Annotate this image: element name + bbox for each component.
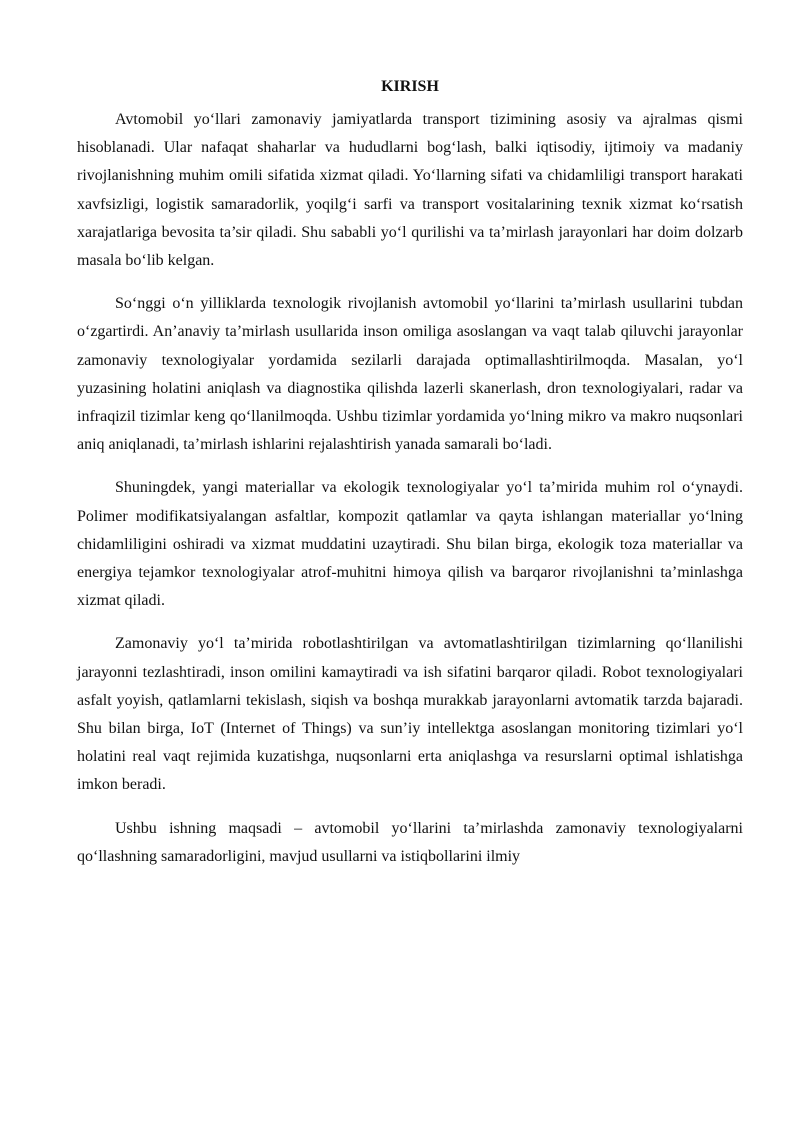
paragraph-3: Shuningdek, yangi materiallar va ekologik texnologiyalar yo‘l ta’mirida muhim rol o‘ynaydi. Polimer modifikatsiyalangan asfaltlar, kompozit qatlamlar va qayta ishlangan materiallar yo‘lning chidamliligini oshiradi va xizmat muddatini uzaytiradi. Shu bilan birga, ekologik toza materiallar va energiya tejamkor texnologiyalar atrof-muhitni himoya qilish va barqaror rivojlanishni ta’minlashga xizmat qiladi. (77, 479, 743, 610)
paragraph-5: Ushbu ishning maqsadi – avtomobil yo‘llarini ta’mirlashda zamonaviy texnologiyalarni qo‘llashning samaradorligini, mavjud usullarni va istiqbollarini ilmiy (77, 819, 743, 865)
paragraph-1: Avtomobil yo‘llari zamonaviy jamiyatlarda transport tizimining asosiy va ajralmas qismi hisoblanadi. Ular nafaqat shaharlar va hududlarni bog‘lash, balki iqtisodiy, ijtimoiy va madaniy rivojlanishning muhim omili sifatida xizmat qiladi. Yo‘llarning sifati va chidamliligi transport harakati xavfsizligi, logistik samaradorlik, yoqilg‘i sarfi va transport vositalarining texnik xizmat ko‘rsatish xarajatlariga bevosita ta’sir qiladi. Shu sababli yo‘l qurilishi va ta’mirlash jarayonlari har doim dolzarb masala bo‘lib kelgan. (77, 111, 743, 270)
page-title: KIRISH (381, 78, 439, 95)
paragraph-2: So‘nggi o‘n yilliklarda texnologik rivojlanish avtomobil yo‘llarini ta’mirlash usullarini tubdan o‘zgartirdi. An’anaviy ta’mirlash usullarida inson omiliga asoslangan va vaqt talab qiluvchi jarayonlar zamonaviy texnologiyalar yordamida sezilarli darajada optimallashtirilmoqda. Masalan, yo‘l yuzasining holatini aniqlash va diagnostika qilishda lazerli skanerlash, dron texnologiyalari, radar va infraqizil tizimlar keng qo‘llanilmoqda. Ushbu tizimlar yordamida yo‘lning mikro va makro nuqsonlari aniq aniqlanadi, ta’mirlash ishlarini rejalashtirish yanada samarali bo‘ladi. (77, 295, 743, 454)
paragraph-4: Zamonaviy yo‘l ta’mirida robotlashtirilgan va avtomatlashtirilgan tizimlarning qo‘llanilishi jarayonni tezlashtiradi, inson omilini kamaytiradi va ish sifatini barqaror qiladi. Robot texnologiyalari asfalt yoyish, qatlamlarni tekislash, siqish va boshqa murakkab jarayonlarni avtomatik tarzda bajaradi. Shu bilan birga, IoT (Internet of Things) va sun’iy intellektga asoslangan monitoring tizimlari yo‘l holatini real vaqt rejimida kuzatishga, nuqsonlarni erta aniqlashga va resurslarni optimal ishlatishga imkon beradi. (77, 635, 743, 794)
